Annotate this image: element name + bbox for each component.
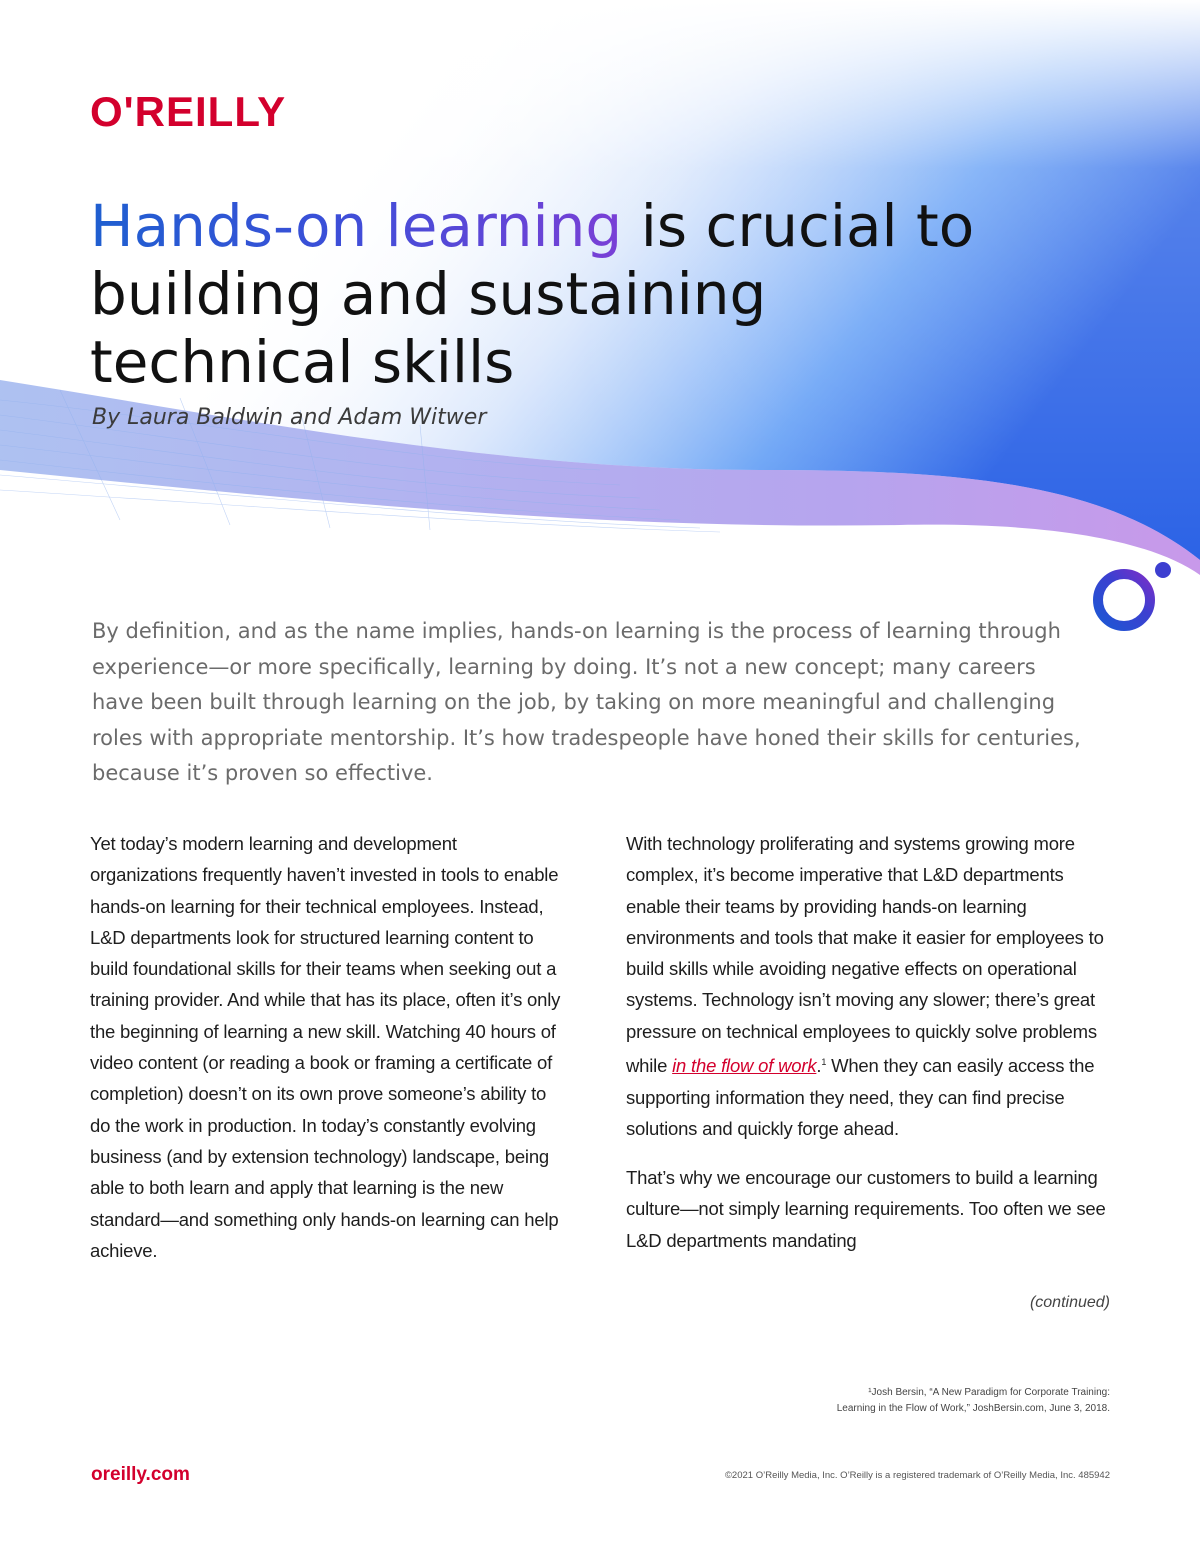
right-p1-text: With technology proliferating and systems growing more complex, it’s become imperative that L&D departments enable their teams by providing hands-on learning environments and tools that make it easier for employees to build skills while avoiding negative effects on operational systems. Technology isn’t moving any slower; there’s great pressure on technical employees to quickly solve problems while [626, 833, 1104, 1077]
right-p1-period: . [816, 1055, 822, 1077]
byline: By Laura Baldwin and Adam Witwer [92, 405, 487, 430]
right-paragraph-2: That’s why we encourage our customers to build a learning culture—not simply learning requirements. Too often we see L&D departments mandating [626, 1167, 1106, 1251]
right-paragraph-1 [626, 828, 1112, 1144]
title-accent: Hands-on learning [90, 192, 623, 260]
footnote-mark: 1 [821, 1057, 827, 1068]
continued-label: (continued) [1029, 1294, 1110, 1311]
footnote-line-2: Learning in the Flow of Work,” JoshBersin.com, June 3, 2018. [836, 1403, 1110, 1414]
footnote-line-1: ¹Josh Bersin, “A New Paradigm for Corporate Training: [868, 1387, 1110, 1398]
right-p1-rest: When they can easily access the supporting information they need, they can find precise solutions and quickly forge ahead. [626, 1055, 1095, 1139]
title-rest: is crucial to building and sustaining technical skills [90, 192, 975, 396]
footnote [700, 1385, 1110, 1417]
ring-with-dot-icon [1088, 556, 1178, 636]
oreilly-logo: O'REILLY [90, 88, 287, 135]
flow-of-work-link[interactable]: in the flow of work [672, 1055, 817, 1077]
right-column [626, 828, 1112, 1274]
left-column [90, 828, 565, 1284]
left-paragraph: Yet today’s modern learning and development organizations frequently haven’t invested in tools to enable hands-on learning for their technical employees. Instead, L&D departments look for structured learning content to build foundational skills for their teams when seeking out a training provider. And while that has its place, often it’s only the beginning of learning a new skill. Watching 40 hours of video content (or reading a book or framing a certificate of completion) doesn’t on its own prove someone’s ability to do the work in production. In today’s constantly evolving business (and by extension technology) landscape, being able to both learn and apply that learning is the new standard—and something only hands-on learning can help achieve. [90, 833, 561, 1261]
page-title [90, 192, 990, 396]
intro-paragraph: By definition, and as the name implies, hands-on learning is the process of learning through experience—or more specifically, learning by doing. It’s not a new concept; many careers have been built through learning on the job, by taking on more meaningful and challenging roles with appropriate mentorship. It’s how tradespeople have honed their skills for centuries, because it’s proven so effective. [92, 619, 1081, 785]
site-link[interactable]: oreilly.com [91, 1464, 190, 1485]
copyright: ©2021 O’Reilly Media, Inc. O’Reilly is a registered trademark of O’Reilly Media, Inc. 485942 [724, 1470, 1110, 1481]
